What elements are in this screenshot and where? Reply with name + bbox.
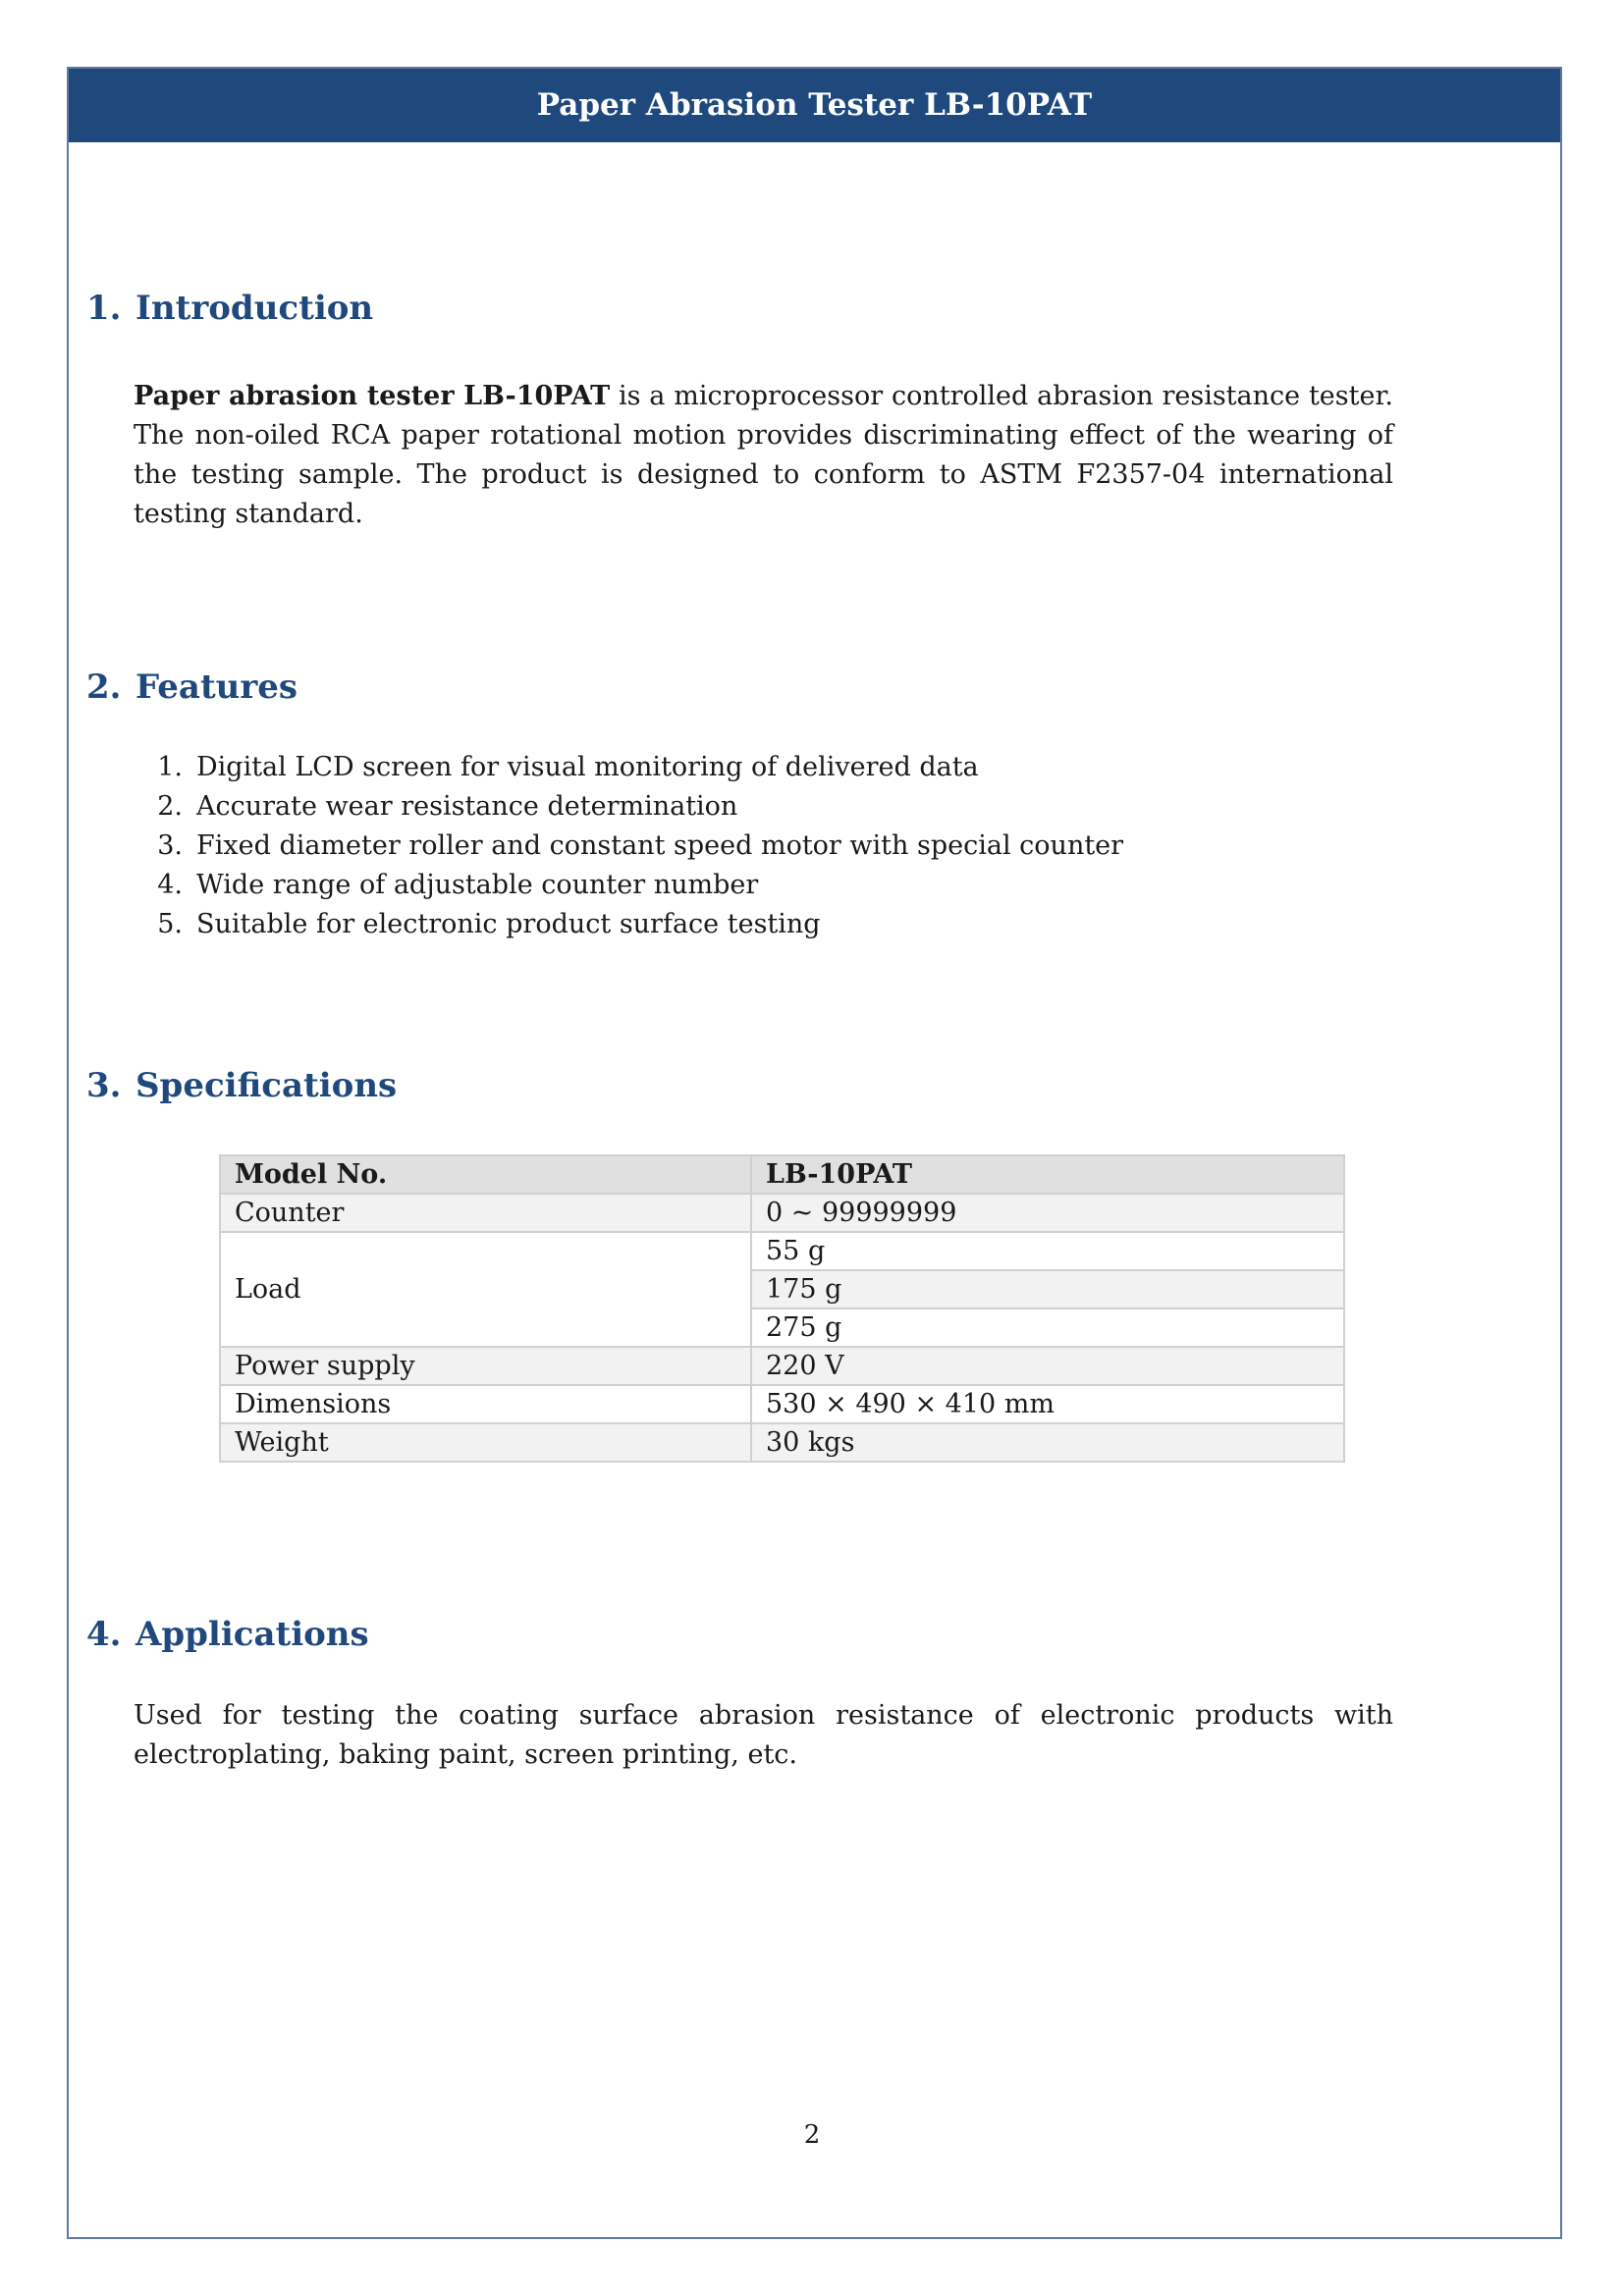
section-heading-specifications — [86, 1064, 397, 1107]
header-title: Paper Abrasion Tester LB-10PAT — [69, 69, 1560, 142]
table-header-cell: LB-10PAT — [751, 1155, 1344, 1194]
list-item — [134, 905, 1123, 944]
table-cell: 530 × 490 × 410 mm — [751, 1385, 1344, 1423]
list-item-text: Suitable for electronic product surface testing — [196, 909, 821, 939]
table-row — [220, 1347, 1344, 1385]
list-item — [134, 787, 1123, 827]
list-item-text: Accurate wear resistance determination — [196, 791, 738, 822]
table-cell: Power supply — [220, 1347, 751, 1385]
section-heading-applications — [86, 1613, 369, 1656]
list-item-number: 5. — [157, 909, 183, 939]
list-item-text: Digital LCD screen for visual monitoring of delivered data — [196, 752, 979, 782]
features-list — [134, 748, 1123, 944]
section-number: 4. — [86, 1615, 122, 1654]
applications-paragraph: Used for testing the coating surface abrasion resistance of electronic products with electroplating, baking paint, screen printing, etc. — [134, 1700, 1393, 1770]
table-cell: Dimensions — [220, 1385, 751, 1423]
list-item-text: Fixed diameter roller and constant speed motor with special counter — [196, 830, 1124, 861]
section-heading-introduction — [86, 287, 373, 330]
list-item-number: 1. — [157, 752, 183, 782]
section-number: 3. — [86, 1066, 122, 1105]
list-item-text: Wide range of adjustable counter number — [196, 870, 759, 900]
table-cell: Counter — [220, 1194, 751, 1232]
table-row — [220, 1423, 1344, 1462]
table-cell: 220 V — [751, 1347, 1344, 1385]
list-item — [134, 748, 1123, 787]
table-cell: 55 g — [751, 1232, 1344, 1270]
section-title: Specifications — [135, 1066, 398, 1105]
table-cell: 175 g — [751, 1270, 1344, 1308]
table-row — [220, 1232, 1344, 1270]
table-row — [220, 1385, 1344, 1423]
table-header-cell: Model No. — [220, 1155, 751, 1194]
section-number: 2. — [86, 667, 122, 707]
section-number: 1. — [86, 289, 122, 328]
table-row — [220, 1194, 1344, 1232]
specifications-table — [219, 1154, 1345, 1463]
table-header-row — [220, 1155, 1344, 1194]
list-item-number: 3. — [157, 830, 183, 861]
list-item — [134, 827, 1123, 866]
introduction-paragraph — [134, 377, 1393, 534]
table-cell: 0 ~ 99999999 — [751, 1194, 1344, 1232]
introduction-lead: Paper abrasion tester LB-10PAT — [134, 381, 611, 411]
table-cell: 275 g — [751, 1308, 1344, 1347]
page-number: 2 — [803, 2120, 821, 2150]
introduction-text: is a microprocessor controlled abrasion resistance tester. The non-oiled RCA paper rotational motion provides discriminating effect of the wearing of the testing sample. The product is designed to conform to ASTM F2357-04 international testing standard. — [134, 381, 1393, 529]
list-item — [134, 866, 1123, 905]
table-cell: Weight — [220, 1423, 751, 1462]
table-cell: 30 kgs — [751, 1423, 1344, 1462]
section-title: Introduction — [135, 289, 374, 328]
table-cell: Load — [220, 1232, 751, 1347]
section-heading-features — [86, 666, 298, 709]
section-title: Applications — [135, 1615, 369, 1654]
list-item-number: 2. — [157, 791, 183, 822]
list-item-number: 4. — [157, 870, 183, 900]
section-title: Features — [135, 667, 298, 707]
